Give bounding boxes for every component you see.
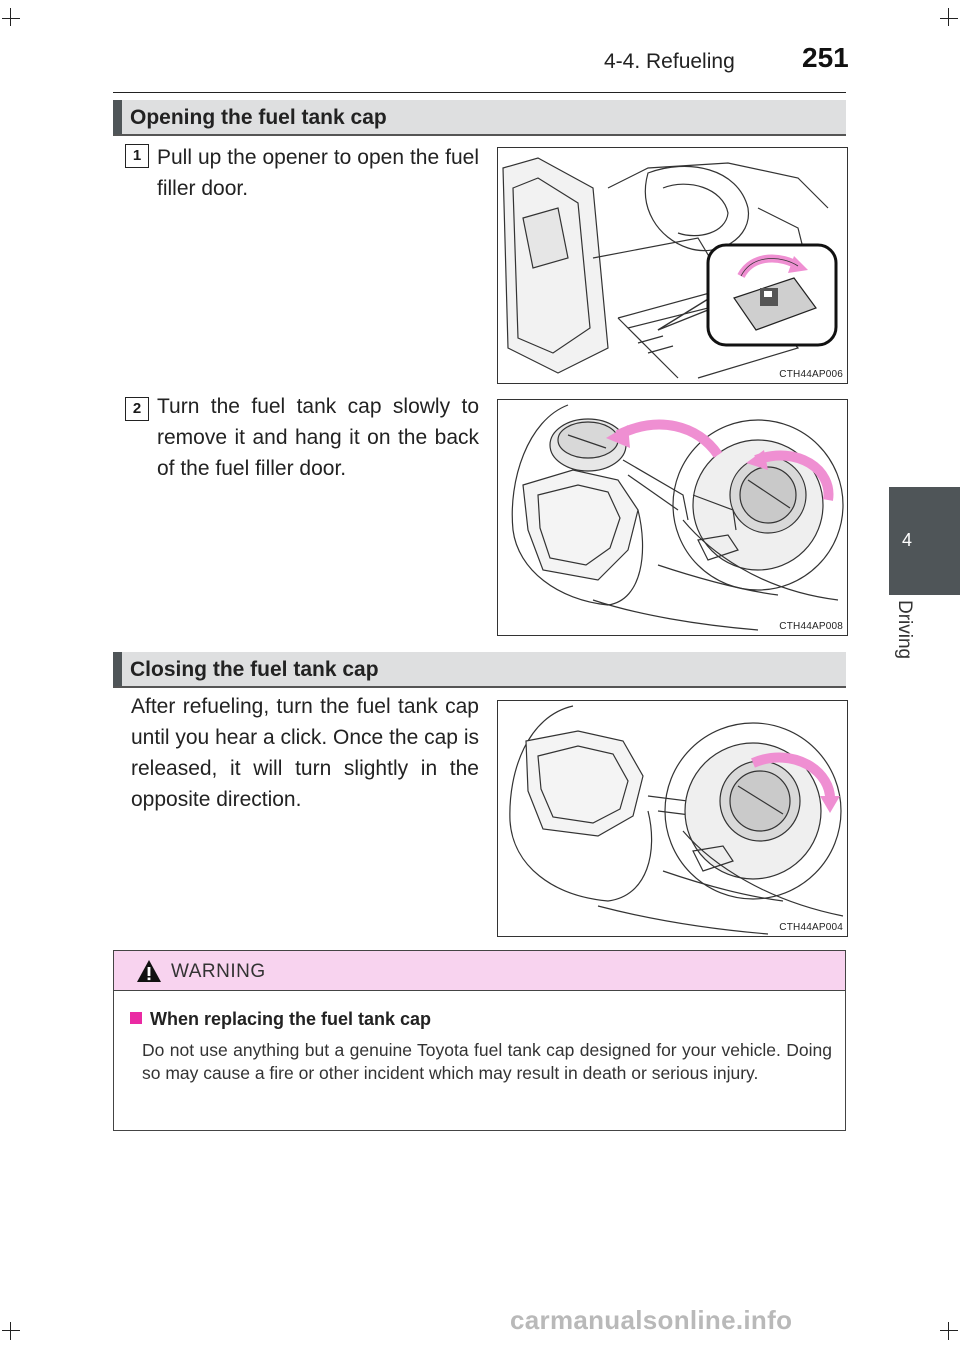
figure-code: CTH44AP004 <box>779 922 843 933</box>
warning-body: Do not use anything but a genuine Toyota fuel tank cap designed for your vehicle. Doing so may cause a fire or other incident which may result in death or serious injury. <box>142 1040 832 1083</box>
figure-code: CTH44AP006 <box>779 369 843 380</box>
watermark: carmanualsonline.info <box>510 1305 793 1335</box>
warning-header <box>114 951 845 991</box>
crop-mark <box>940 18 958 19</box>
warning-item-title <box>130 1009 431 1030</box>
figure-fuel-door-opener <box>497 147 848 384</box>
crop-mark <box>2 1330 20 1331</box>
crop-mark <box>940 1330 958 1331</box>
step-text-2: Turn the fuel tank cap slowly to remove it and hang it on the back of the fuel filler door. <box>157 395 479 480</box>
chapter-number: 4 <box>901 530 912 550</box>
warning-box <box>113 950 846 1131</box>
section-accent <box>113 652 122 686</box>
chapter-label <box>893 600 923 690</box>
header-rule <box>113 92 846 93</box>
step-number-2: 2 <box>125 397 149 421</box>
crop-mark <box>10 8 11 26</box>
step-number-1: 1 <box>125 144 149 168</box>
warning-item-title-text: When replacing the fuel tank cap <box>150 1009 432 1029</box>
figure-remove-cap <box>497 399 848 636</box>
section-title-text: Closing the fuel tank cap <box>130 658 379 681</box>
section-heading: 4-4. Refueling <box>604 50 735 73</box>
section-accent <box>113 100 122 134</box>
crop-mark <box>948 8 949 26</box>
warning-title: WARNING <box>171 961 266 982</box>
crop-mark <box>10 1322 11 1340</box>
bullet-square-icon <box>130 1012 142 1024</box>
closing-instructions: After refueling, turn the fuel tank cap until you hear a click. Once the cap is released, it will turn slightly in the opposite direction. <box>131 695 479 811</box>
crop-mark <box>2 18 20 19</box>
fuel-cap-removal-illustration <box>498 400 847 635</box>
fuel-cap-closing-illustration <box>498 701 847 936</box>
section-title-closing <box>113 652 846 688</box>
step-text-1: Pull up the opener to open the fuel filler door. <box>157 146 479 200</box>
section-title-opening <box>113 100 846 136</box>
warning-triangle-icon <box>136 959 162 983</box>
car-interior-illustration <box>498 148 847 383</box>
figure-code: CTH44AP008 <box>779 621 843 632</box>
crop-mark <box>948 1322 949 1340</box>
page-number: 251 <box>802 42 849 73</box>
figure-close-cap <box>497 700 848 937</box>
chapter-label-text: Driving <box>894 600 915 660</box>
section-title-text: Opening the fuel tank cap <box>130 106 387 129</box>
